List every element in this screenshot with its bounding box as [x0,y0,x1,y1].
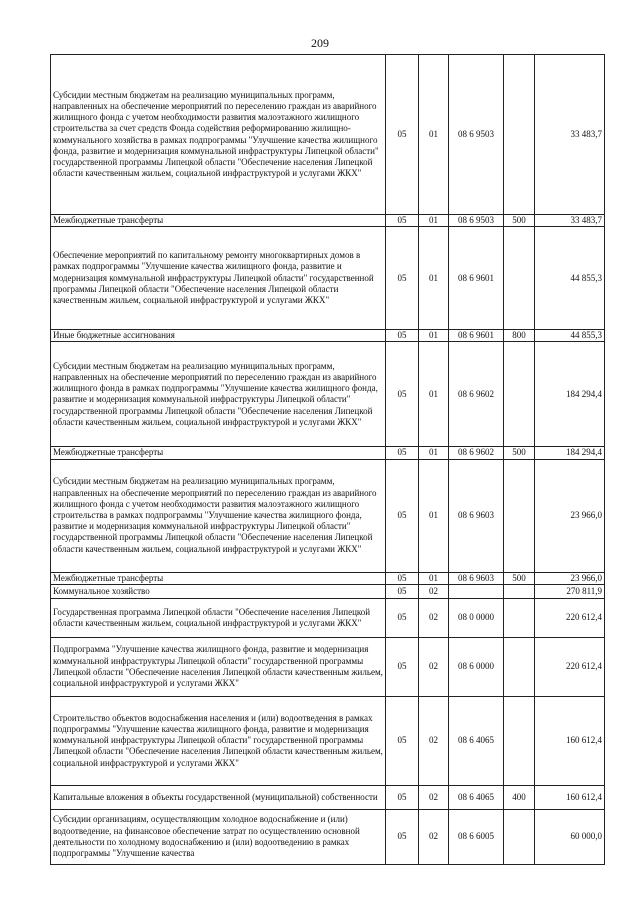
expense-type-code: 500 [504,215,535,227]
subsection-code: 02 [419,809,449,864]
subsection-code: 01 [419,330,449,342]
subsection-code: 01 [419,215,449,227]
amount: 220 612,4 [535,598,605,637]
target-article-code: 08 6 4065 [449,696,504,785]
section-code: 05 [386,785,419,809]
section-code: 05 [386,598,419,637]
amount: 44 855,3 [535,227,605,330]
row-description: Капитальные вложения в объекты государственной (муниципальной) собственности [51,785,386,809]
expense-type-code: 500 [504,572,535,584]
section-code: 05 [386,696,419,785]
row-description: Субсидии организациям, осуществляющим холодное водоснабжение и (или) водоотведение, на финансовое обеспечение затрат по осуществлению основной деятельности по холодному водоснабжению и (или) водоотведению в рамках подпрограммы "Улучшение качества [51,809,386,864]
section-code: 05 [386,584,419,598]
budget-table [50,54,605,865]
table-row [51,342,605,447]
subsection-code: 02 [419,785,449,809]
section-code: 05 [386,447,419,459]
page-number: 209 [311,36,329,50]
expense-type-code: 400 [504,785,535,809]
target-article-code [449,584,504,598]
target-article-code: 08 6 9503 [449,55,504,215]
table-row [51,696,605,785]
expense-type-code [504,459,535,572]
row-description: Межбюджетные трансферты [51,447,386,459]
target-article-code: 08 6 6005 [449,809,504,864]
expense-type-code [504,584,535,598]
table-row [51,447,605,459]
row-description: Коммунальное хозяйство [51,584,386,598]
row-description: Государственная программа Липецкой области "Обеспечение населения Липецкой области качественным жильем, социальной инфраструктурой и услугами ЖКХ" [51,598,386,637]
table-row [51,215,605,227]
target-article-code: 08 6 9602 [449,342,504,447]
section-code: 05 [386,637,419,696]
amount: 220 612,4 [535,637,605,696]
row-description: Обеспечение мероприятий по капитальному ремонту многоквартирных домов в рамках подпрограммы "Улучшение качества жилищного фонда, развитие и модернизация коммунальной инфраструктуры Липецкой области" государственной программы Липецкой области "Обеспечение населения Липецкой области качественным жильем, социальной инфраструктурой и услугами ЖКХ" [51,227,386,330]
table-row [51,637,605,696]
expense-type-code [504,55,535,215]
section-code: 05 [386,342,419,447]
table-body [51,55,605,865]
row-description: Иные бюджетные ассигнования [51,330,386,342]
row-description: Субсидии местным бюджетам на реализацию муниципальных программ, направленных на обеспечение мероприятий по переселению граждан из аварийного жилищного фонда с учетом необходимости развития малоэтажного жилищного строительства в рамках подпрограммы "Улучшение качества жилищного фонда, развитие и модернизация коммунальной инфраструктуры Липецкой области" государственной программы Липецкой области "Обеспечение населения Липецкой области качественным жильем, социальной инфраструктурой и услугами ЖКХ" [51,459,386,572]
amount: 23 966,0 [535,459,605,572]
row-description: Подпрограмма "Улучшение качества жилищного фонда, развитие и модернизация коммунальной инфраструктуры Липецкой области" государственной программы Липецкой области "Обеспечение населения Липецкой области качественным жильем, социальной инфраструктурой и услугами ЖКХ" [51,637,386,696]
subsection-code: 01 [419,572,449,584]
table-row [51,459,605,572]
row-description: Межбюджетные трансферты [51,215,386,227]
subsection-code: 01 [419,447,449,459]
amount: 33 483,7 [535,215,605,227]
section-code: 05 [386,227,419,330]
subsection-code: 02 [419,584,449,598]
expense-type-code [504,342,535,447]
expense-type-code [504,809,535,864]
expense-type-code [504,696,535,785]
expense-type-code [504,637,535,696]
table-row [51,227,605,330]
amount: 44 855,3 [535,330,605,342]
subsection-code: 01 [419,227,449,330]
section-code: 05 [386,55,419,215]
target-article-code: 08 6 9603 [449,459,504,572]
subsection-code: 01 [419,459,449,572]
target-article-code: 08 6 0000 [449,637,504,696]
section-code: 05 [386,459,419,572]
target-article-code: 08 6 9601 [449,227,504,330]
amount: 33 483,7 [535,55,605,215]
table-row [51,55,605,215]
section-code: 05 [386,215,419,227]
table-row [51,785,605,809]
table-row [51,584,605,598]
amount: 60 000,0 [535,809,605,864]
row-description: Субсидии местным бюджетам на реализацию муниципальных программ, направленных на обеспечение мероприятий по переселению граждан из аварийного жилищного фонда в рамках подпрограммы "Улучшение качества жилищного фонда, развитие и модернизация коммунальной инфраструктуры Липецкой области" государственной программы Липецкой области "Обеспечение населения Липецкой области качественным жильем, социальной инфраструктурой и услугами ЖКХ" [51,342,386,447]
row-description: Межбюджетные трансферты [51,572,386,584]
target-article-code: 08 6 4065 [449,785,504,809]
subsection-code: 02 [419,637,449,696]
target-article-code: 08 0 0000 [449,598,504,637]
section-code: 05 [386,330,419,342]
table-row [51,598,605,637]
amount: 184 294,4 [535,447,605,459]
expense-type-code: 500 [504,447,535,459]
section-code: 05 [386,572,419,584]
expense-type-code [504,598,535,637]
table-row [51,572,605,584]
amount: 160 612,4 [535,785,605,809]
subsection-code: 02 [419,598,449,637]
subsection-code: 01 [419,342,449,447]
subsection-code: 02 [419,696,449,785]
amount: 160 612,4 [535,696,605,785]
row-description: Строительство объектов водоснабжения населения и (или) водоотведения в рамках подпрограммы "Улучшение качества жилищного фонда, развитие и модернизация коммунальной инфраструктуры Липецкой области" государственной программы Липецкой области "Обеспечение населения Липецкой области качественным жильем, социальной инфраструктурой и услугами ЖКХ" [51,696,386,785]
amount: 23 966,0 [535,572,605,584]
expense-type-code [504,227,535,330]
subsection-code: 01 [419,55,449,215]
table-row [51,330,605,342]
expense-type-code: 800 [504,330,535,342]
amount: 184 294,4 [535,342,605,447]
section-code: 05 [386,809,419,864]
target-article-code: 08 6 9603 [449,572,504,584]
target-article-code: 08 6 9601 [449,330,504,342]
amount: 270 811,9 [535,584,605,598]
target-article-code: 08 6 9503 [449,215,504,227]
table-row [51,809,605,864]
target-article-code: 08 6 9602 [449,447,504,459]
row-description: Субсидии местным бюджетам на реализацию муниципальных программ, направленных на обеспечение мероприятий по переселению граждан из аварийного жилищного фонда с учетом необходимости развития малоэтажного жилищного строительства за счет средств Фонда содействия реформированию жилищно-коммунального хозяйства в рамках подпрограммы "Улучшение качества жилищного фонда, развитие и модернизация коммунальной инфраструктуры Липецкой области" государственной программы Липецкой области "Обеспечение населения Липецкой области качественным жильем, социальной инфраструктурой и услугами ЖКХ" [51,55,386,215]
